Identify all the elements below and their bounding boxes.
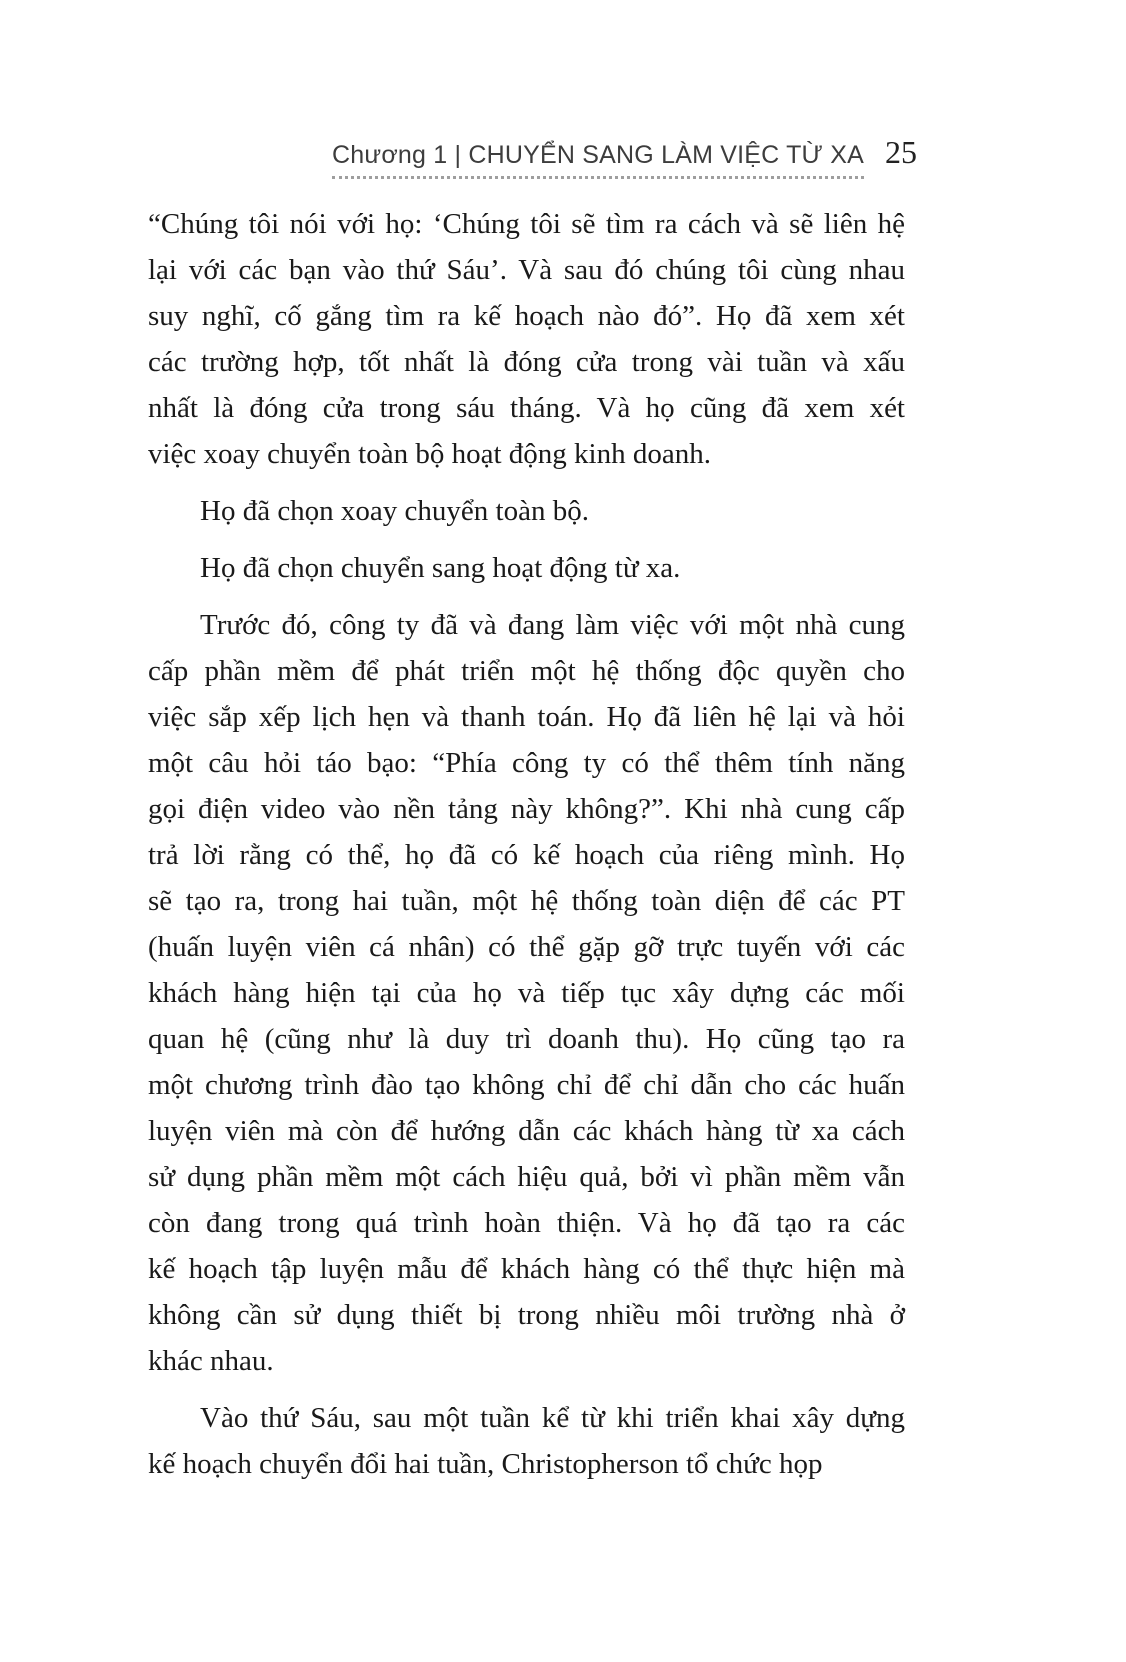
text-line: không cần sử dụng thiết bị trong nhiều môi trường nhà ở: [148, 1299, 905, 1331]
text-line: trả lời rằng có thể, họ đã có kế hoạch của riêng mình. Họ: [148, 839, 905, 871]
text-line: các trường hợp, tốt nhất là đóng cửa trong vài tuần và xấu: [148, 346, 905, 378]
paragraph: [148, 545, 905, 591]
text-line: Trước đó, công ty đã và đang làm việc với một nhà cung: [200, 609, 905, 641]
paragraph: [148, 201, 905, 477]
text-line: gọi điện video vào nền tảng này không?”. Khi nhà cung cấp: [148, 793, 905, 825]
text-line: cấp phần mềm để phát triển một hệ thống độc quyền cho: [148, 655, 905, 687]
paragraph: [148, 1395, 905, 1487]
text-line: kế hoạch chuyển đổi hai tuần, Christopherson tổ chức họp: [148, 1448, 823, 1480]
text-line: sử dụng phần mềm một cách hiệu quả, bởi vì phần mềm vẫn: [148, 1161, 905, 1193]
text-line: sẽ tạo ra, trong hai tuần, một hệ thống toàn diện để các PT: [148, 885, 905, 917]
text-line: lại với các bạn vào thứ Sáu’. Và sau đó chúng tôi cùng nhau: [148, 254, 905, 286]
text-line: khách hàng hiện tại của họ và tiếp tục xây dựng các mối: [148, 977, 905, 1009]
text-line: Họ đã chọn xoay chuyển toàn bộ.: [200, 495, 589, 527]
text-line: Họ đã chọn chuyển sang hoạt động từ xa.: [200, 552, 681, 584]
page-header: [332, 134, 917, 179]
text-line: việc sắp xếp lịch hẹn và thanh toán. Họ đã liên hệ lại và hỏi: [148, 701, 905, 733]
text-line: luyện viên mà còn để hướng dẫn các khách hàng từ xa cách: [148, 1115, 905, 1147]
text-line: một câu hỏi táo bạo: “Phía công ty có thể thêm tính năng: [148, 747, 905, 779]
page-number: 25: [885, 134, 917, 170]
text-line: “Chúng tôi nói với họ: ‘Chúng tôi sẽ tìm ra cách và sẽ liên hệ: [148, 208, 905, 240]
text-line: nhất là đóng cửa trong sáu tháng. Và họ cũng đã xem xét: [148, 392, 905, 424]
text-line: việc xoay chuyển toàn bộ hoạt động kinh doanh.: [148, 438, 711, 470]
text-line: (huấn luyện viên cá nhân) có thể gặp gỡ trực tuyến với các: [148, 931, 905, 963]
text-line: quan hệ (cũng như là duy trì doanh thu). Họ cũng tạo ra: [148, 1023, 905, 1055]
paragraph: [148, 488, 905, 534]
text-line: còn đang trong quá trình hoàn thiện. Và họ đã tạo ra các: [148, 1207, 905, 1239]
text-line: suy nghĩ, cố gắng tìm ra kế hoạch nào đó”. Họ đã xem xét: [148, 300, 905, 332]
text-line: kế hoạch tập luyện mẫu để khách hàng có thể thực hiện mà: [148, 1253, 905, 1285]
running-header-title: Chương 1 | CHUYỂN SANG LÀM VIỆC TỪ XA: [332, 141, 864, 179]
text-line: Vào thứ Sáu, sau một tuần kể từ khi triển khai xây dựng: [200, 1402, 905, 1434]
paragraph: [148, 602, 905, 1384]
page-body: [148, 201, 905, 1487]
text-line: một chương trình đào tạo không chỉ để chỉ dẫn cho các huấn: [148, 1069, 905, 1101]
text-line: khác nhau.: [148, 1345, 274, 1377]
